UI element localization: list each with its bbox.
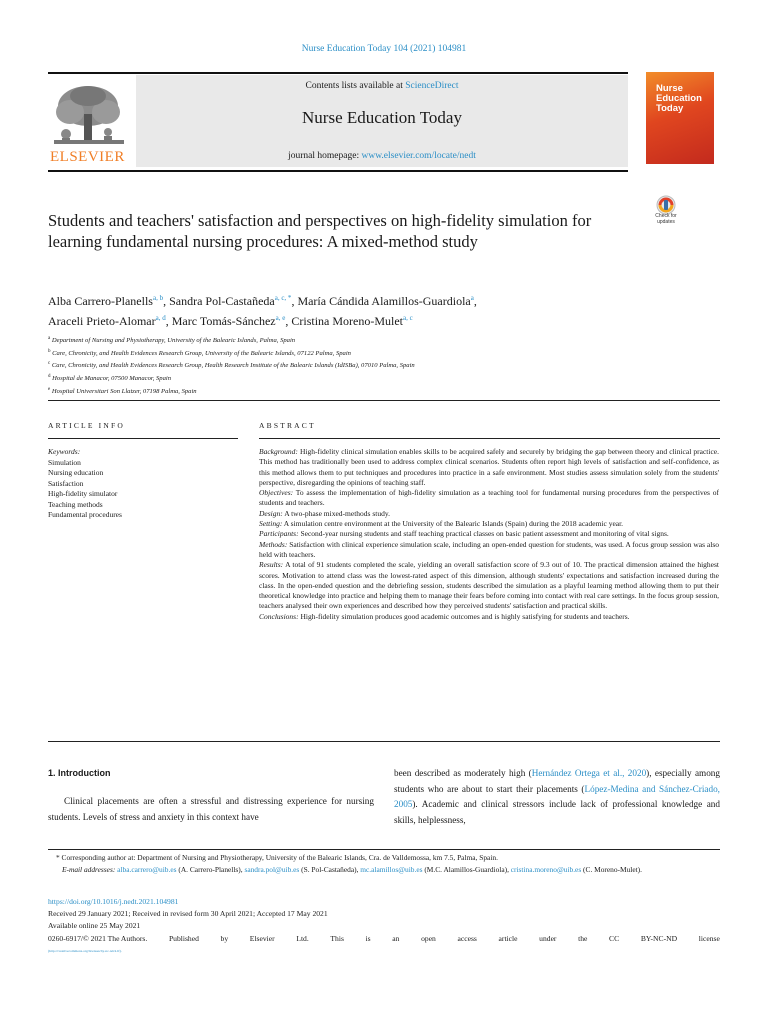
intro-left-paragraph: Clinical placements are often a stressful and distressing experience for nursing students. Levels of stress and anxiety in this context have xyxy=(48,796,374,822)
license-word: Ltd. xyxy=(296,933,309,943)
abstract-body xyxy=(259,447,719,622)
affiliation-marker: b xyxy=(48,348,51,354)
license-word: 0260-6917/© 2021 The Authors. xyxy=(48,933,148,943)
available-online: Available online 25 May 2021 xyxy=(48,921,141,931)
footnote-rule xyxy=(48,849,720,850)
journal-title: Nurse Education Today xyxy=(302,108,462,127)
journal-reference[interactable]: Nurse Education Today 104 (2021) 104981 xyxy=(301,44,467,54)
intro-text: ). Academic and clinical stressors include lack of professional knowledge and skills, helplessness, xyxy=(394,799,720,825)
check-for-updates-badge[interactable] xyxy=(648,194,684,230)
email-link[interactable]: alba.carrero@uib.es xyxy=(117,865,177,874)
abstract-section xyxy=(259,447,719,488)
abstract-heading: ABSTRACT xyxy=(259,421,316,430)
corresponding-author-note: * Corresponding author at: Department of Nursing and Physiotherapy, University of the Balearic Islands, Cra. de Valldemossa, km 7.5, Palma, Spain. xyxy=(56,853,498,862)
abstract-section-label: Setting: xyxy=(259,519,283,529)
keyword-item: Simulation xyxy=(48,457,81,467)
email-label: E-mail addresses: xyxy=(62,865,116,874)
section-divider xyxy=(48,741,720,742)
abstract-section xyxy=(259,560,719,611)
keyword-item: High-fidelity simulator xyxy=(48,489,118,498)
email-owner: (M.C. Alamillos-Guardiola), xyxy=(422,865,511,874)
affiliation-text: Care, Chronicity, and Health Evidences Research Group, University of the Balearic Islands, 07122 Palma, Spain xyxy=(52,349,351,357)
publication-info xyxy=(48,896,720,957)
affiliation-text: Hospital de Manacor, 07500 Manacor, Spain xyxy=(52,375,172,383)
abstract-section-text: A two-phase mixed-methods study. xyxy=(282,508,390,518)
affiliation-item xyxy=(48,385,728,398)
affiliation-item xyxy=(48,334,728,347)
abstract-section xyxy=(259,612,719,622)
affiliation-item xyxy=(48,372,728,385)
abstract-section-label: Design: xyxy=(259,508,283,518)
license-word: CC xyxy=(609,933,620,943)
journal-cover[interactable] xyxy=(646,72,714,164)
intro-right-paragraph xyxy=(394,766,720,828)
license-word: access xyxy=(457,933,477,943)
author-affil-marker[interactable]: a, e xyxy=(275,314,286,322)
elsevier-wordmark: ELSEVIER xyxy=(50,149,125,165)
article-info-rule xyxy=(48,438,238,439)
abstract-section xyxy=(259,488,719,509)
received-dates: Received 29 January 2021; Received in revised form 30 April 2021; Accepted 17 May 2021 xyxy=(48,909,328,919)
email-addresses xyxy=(48,864,720,876)
keyword-item: Nursing education xyxy=(48,468,104,477)
sciencedirect-link[interactable]: ScienceDirect xyxy=(405,81,459,91)
abstract-section-label: Participants: xyxy=(259,529,299,539)
abstract-section-text: Second-year nursing students and staff teaching practical classes on basic patient assessment and monitoring of vital signs. xyxy=(298,529,669,539)
abstract-section xyxy=(259,529,719,539)
license-word: open xyxy=(421,933,436,943)
affiliation-text: Care, Chronicity, and Health Evidences Research Group, Health Research Institute of the Balearic Islands (IdISBa), 07010 Palma, Spain xyxy=(51,362,415,370)
author-name: María Cándida Alamillos-Guardiola xyxy=(297,294,471,308)
author-name: Sandra Pol-Castañeda xyxy=(169,294,275,308)
article-title: Students and teachers' satisfaction and perspectives on high-fidelity simulation for learning fundamental nursing procedures: A mixed-method study xyxy=(48,211,592,251)
keyword-item: Satisfaction xyxy=(48,478,84,488)
author-affil-marker[interactable]: a, b xyxy=(152,294,164,302)
email-link[interactable]: mc.alamillos@uib.es xyxy=(360,865,423,874)
affiliation-list xyxy=(48,334,728,397)
author-affil-marker[interactable]: a, c xyxy=(403,314,413,322)
author-affil-marker[interactable]: a xyxy=(470,294,474,302)
homepage-link[interactable]: www.elsevier.com/locate/nedt xyxy=(361,151,476,161)
banner-top-rule xyxy=(48,72,628,74)
email-owner: (S. Pol-Castañeda), xyxy=(299,865,361,874)
author-name: Cristina Moreno-Mulet xyxy=(291,314,404,328)
doi-link[interactable]: https://doi.org/10.1016/j.nedt.2021.104981 xyxy=(48,897,179,906)
cover-title-line: Education xyxy=(656,93,702,104)
update-badge-text xyxy=(648,214,684,225)
affiliation-marker: d xyxy=(48,374,51,380)
abstract-section-text: A simulation centre environment at the University of the Balearic Islands (Spain) during the 2018 academic year. xyxy=(282,519,624,529)
abstract-section-text: A total of 91 students completed the scale, yielding an overall satisfaction score of 9.3 out of 10. The practical dimension attained the highest scores. Motivation to attend class was the lowest-rated aspect of this dimension, although students' expectations and satisfaction increased during the class. In the open-ended question and the debriefing session, students described the simulation as a playful learning method allowing them to put their theoretical knowledge into practice and helping them to manage their fears before coming into contact with real care settings. In the focus group session, teachers analysed their own experiences and described how they perceived students' satisfaction and practical skills. xyxy=(259,560,719,611)
update-badge-line: updates xyxy=(657,218,675,225)
affiliation-marker: c xyxy=(48,361,51,367)
license-url-link[interactable]: (http://creativecommons.org/licenses/by-nc-nd/4.0/). xyxy=(48,948,122,953)
abstract-section-label: Results: xyxy=(259,560,284,570)
keyword-item: Teaching methods xyxy=(48,499,103,509)
abstract-section xyxy=(259,540,719,561)
license-word: Published xyxy=(168,933,199,943)
email-link[interactable]: cristina.moreno@uib.es xyxy=(510,865,582,874)
license-word: Elsevier xyxy=(249,933,275,943)
license-line xyxy=(48,933,720,945)
affiliation-marker: e xyxy=(48,386,51,392)
keyword-item: Fundamental procedures xyxy=(48,510,122,519)
contents-line xyxy=(136,81,628,91)
keywords-label: Keywords: xyxy=(48,447,81,456)
abstract-section-text: Satisfaction with clinical experience simulation scale, including an open-ended question for students, was used. A focus group session was also held with teachers. xyxy=(259,539,719,559)
license-word: This xyxy=(330,933,344,943)
abstract-section-label: Background: xyxy=(259,447,298,456)
author-name: Marc Tomás-Sánchez xyxy=(171,314,276,328)
license-word: license xyxy=(698,933,720,943)
contents-prefix: Contents lists available at xyxy=(305,81,406,91)
journal-info-box xyxy=(136,75,628,167)
abstract-section-label: Objectives: xyxy=(259,488,294,498)
license-word: the xyxy=(578,933,588,943)
abstract-section-text: High-fidelity simulation produces good academic outcomes and is highly satisfying for students and teachers. xyxy=(298,611,630,621)
author-affil-marker[interactable]: a, d xyxy=(155,314,166,322)
email-owner: (A. Carrero-Planells), xyxy=(176,865,245,874)
affiliation-text: Hospital Universitari Son Llatzer, 07198 Palma, Spain xyxy=(51,387,197,395)
affiliation-text: Department of Nursing and Physiotherapy, University of the Balearic Islands, Palma, Spain xyxy=(51,337,296,345)
intro-text: been described as moderately high ( xyxy=(394,768,532,778)
abstract-section-label: Methods: xyxy=(259,539,288,549)
license-word: is xyxy=(365,933,371,943)
keywords-block xyxy=(48,447,238,521)
homepage-prefix: journal homepage: xyxy=(288,151,362,161)
affiliation-item xyxy=(48,347,728,360)
journal-banner xyxy=(48,72,628,172)
author-name: Araceli Prieto-Alomar xyxy=(48,314,156,328)
abstract-section xyxy=(259,519,719,529)
cover-title xyxy=(656,84,702,114)
license-word: an xyxy=(392,933,400,943)
license-word: BY-NC-ND xyxy=(640,933,678,943)
email-owner: (C. Moreno-Mulet). xyxy=(581,865,642,874)
cover-title-line: Nurse xyxy=(656,83,683,94)
citation-link[interactable]: López-Medina and Sánchez-Criado, 2005 xyxy=(394,783,720,809)
email-link[interactable]: sandra.pol@uib.es xyxy=(244,865,300,874)
abstract-section xyxy=(259,509,719,519)
license-word: article xyxy=(498,933,518,943)
abstract-section-text: High-fidelity clinical simulation enables skills to be acquired safely and securely by bridging the gap between theory and clinical practice. This method has traditionally been used to address complex clinical scenarios. Students often report high levels of satisfaction and self-confidence, as this method allows them to put techniques and procedures into practice in a safe environment. Most studies assess simulation solely from the students' perspective, disregarding the opinions of teaching staff. xyxy=(259,447,719,487)
license-word: by xyxy=(220,933,229,943)
update-badge-line: Check for xyxy=(655,213,677,219)
section-divider xyxy=(48,400,720,401)
abstract-section-text: To assess the implementation of high-fidelity simulation as a teaching tool for fundamental nursing procedures from the perspectives of students and teachers. xyxy=(259,488,719,508)
author-name: Alba Carrero-Planells xyxy=(48,294,153,308)
abstract-rule xyxy=(259,438,720,439)
affiliation-item xyxy=(48,359,728,372)
affiliation-marker: a xyxy=(48,336,51,341)
license-word: under xyxy=(539,933,557,943)
homepage-line xyxy=(136,151,628,161)
article-info-heading: ARTICLE INFO xyxy=(48,421,125,430)
banner-bottom-rule xyxy=(48,170,628,172)
intro-text: ), especially among students who are about to start their placements ( xyxy=(394,768,720,794)
introduction-heading: 1. Introduction xyxy=(48,768,111,778)
cover-title-line: Today xyxy=(656,103,684,114)
author-list: Alba Carrero-Planells$^{a, b}$, Sandra Pol-Castañeda$^{a, c, *}$, María Cándida Alamillos-Guardiola$^a$, Araceli Prieto-Alomar$^{a, d}$, Marc Tomás-Sánchez$^{a, e}$, Cristina Moreno-Mulet$^{a, c}$ xyxy=(48,294,477,328)
author-affil-marker[interactable]: a, c, * xyxy=(274,294,292,302)
citation-link[interactable]: Hernández Ortega et al., 2020 xyxy=(531,768,647,778)
footnotes xyxy=(48,852,720,876)
abstract-section-label: Conclusions: xyxy=(259,611,299,621)
